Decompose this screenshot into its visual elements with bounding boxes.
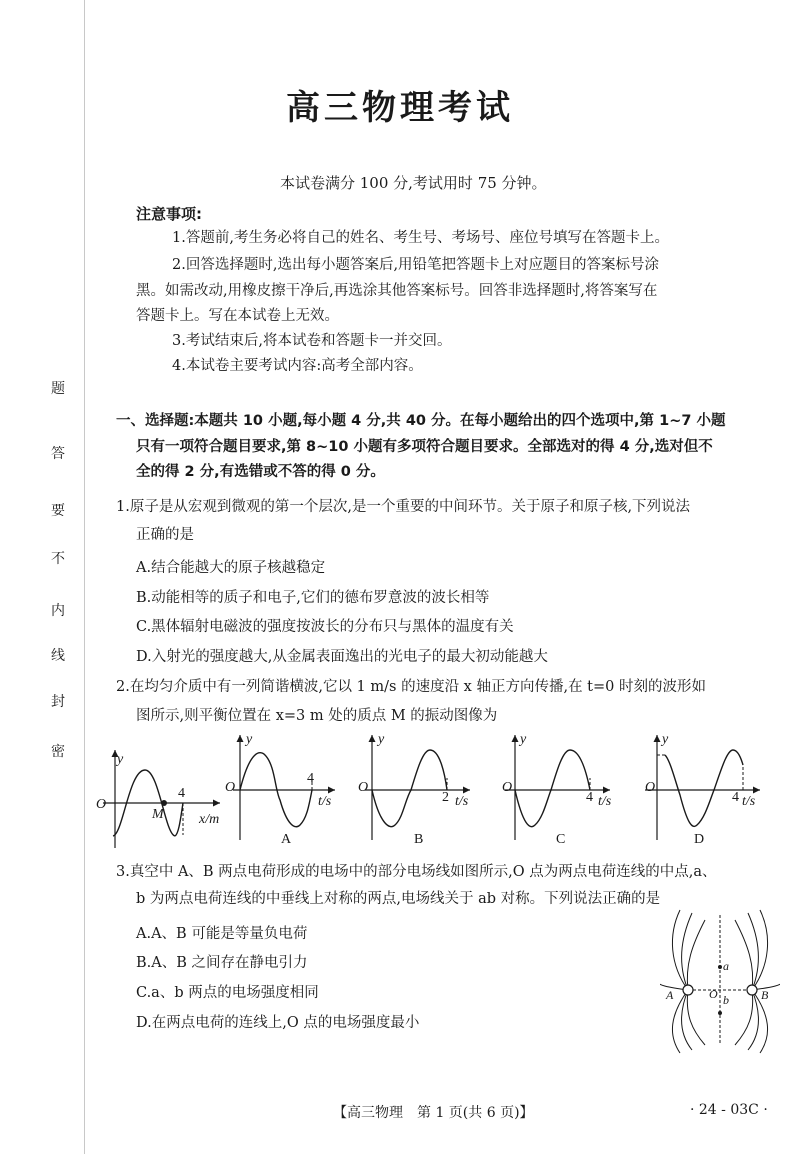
graph-option-b — [365, 735, 470, 840]
notice-line: 答题卡上。写在本试卷上无效。 — [136, 308, 339, 324]
q3-stem: b 为两点电荷连线的中垂线上对称的两点,电场线关于 ab 对称。下列说法正确的是 — [136, 891, 661, 907]
graph-d-tick: 4 — [732, 790, 739, 805]
seal-char: 不 — [51, 551, 65, 567]
q3-option-c: C.a、b 两点的电场强度相同 — [136, 985, 319, 1001]
page-footer: 【高三物理 第 1 页(共 6 页)】 — [333, 1105, 534, 1121]
seal-char: 线 — [51, 648, 65, 664]
graph-c-t-unit: t/s — [598, 794, 612, 809]
notice-line: 4.本试卷主要考试内容:高考全部内容。 — [172, 358, 423, 374]
page-code: · 24 - 03C · — [690, 1102, 768, 1118]
q3-stem: 3.真空中 A、B 两点电荷形成的电场中的部分电场线如图所示,O 点为两点电荷连线的中点,a、 — [116, 864, 717, 880]
graph-a-tick: 4 — [307, 771, 314, 786]
graph-b-t-unit: t/s — [455, 794, 469, 809]
notice-heading: 注意事项: — [136, 205, 202, 223]
graph-c-caption: C — [556, 832, 566, 847]
graph-d-caption: D — [694, 832, 705, 847]
q1-option-a: A.结合能越大的原子核越稳定 — [136, 560, 326, 576]
graph-c-y-label: y — [520, 732, 527, 747]
wave-y-label: y — [117, 752, 124, 767]
graph-option-a — [233, 735, 335, 840]
q3-label-a-charge: A — [666, 988, 674, 1002]
graph-b-y-label: y — [378, 732, 385, 747]
wave-origin-label: O — [96, 797, 107, 812]
wave-x-unit: x/m — [199, 812, 220, 827]
section-heading: 一、选择题:本题共 10 小题,每小题 4 分,共 40 分。在每小题给出的四个选项中,第 1~7 小题 — [116, 413, 726, 429]
notice-line: 2.回答选择题时,选出每小题答案后,用铅笔把答题卡上对应题目的答案标号涂 — [172, 257, 660, 273]
seal-char: 密 — [51, 744, 65, 760]
q3-option-a: A.A、B 可能是等量负电荷 — [136, 926, 308, 942]
q1-option-b: B.动能相等的质子和电子,它们的德布罗意波的波长相等 — [136, 590, 490, 606]
exam-subtitle: 本试卷满分 100 分,考试用时 75 分钟。 — [280, 174, 547, 192]
section-heading: 只有一项符合题目要求,第 8~10 小题有多项符合题目要求。全部选对的得 4 分,选对但不 — [136, 439, 713, 455]
graph-b-tick: 2 — [442, 790, 449, 805]
seal-char: 题 — [51, 381, 65, 397]
graph-a-origin: O — [225, 780, 236, 795]
q3-label-b-point: b — [723, 993, 729, 1007]
q1-option-d: D.入射光的强度越大,从金属表面逸出的光电子的最大初动能越大 — [136, 649, 548, 665]
seal-char: 封 — [51, 694, 65, 710]
wave-m-label: M — [152, 807, 164, 822]
notice-line: 3.考试结束后,将本试卷和答题卡一并交回。 — [172, 333, 452, 349]
graph-b-caption: B — [414, 832, 424, 847]
q3-label-o: O — [709, 987, 718, 1001]
exam-title: 高三物理考试 — [286, 88, 514, 128]
wave-tick-label: 4 — [178, 786, 185, 801]
seal-char: 内 — [51, 603, 65, 619]
graph-d-t-unit: t/s — [742, 794, 756, 809]
q2-stem: 2.在均匀介质中有一列简谐横波,它以 1 m/s 的速度沿 x 轴正方向传播,在 t=0 时刻的波形如 — [116, 679, 706, 695]
q1-stem: 正确的是 — [136, 527, 194, 543]
seal-char: 要 — [51, 503, 65, 519]
graph-b-origin: O — [358, 780, 369, 795]
q1-option-c: C.黑体辐射电磁波的强度按波长的分布只与黑体的温度有关 — [136, 619, 514, 635]
section-heading: 全的得 2 分,有选错或不答的得 0 分。 — [136, 464, 385, 480]
graph-c-tick: 4 — [586, 790, 593, 805]
graph-option-d — [645, 735, 760, 840]
q3-option-d: D.在两点电荷的连线上,O 点的电场强度最小 — [136, 1015, 420, 1031]
notice-line: 黑。如需改动,用橡皮擦干净后,再选涂其他答案标号。回答非选择题时,将答案写在 — [136, 283, 658, 299]
graph-option-c — [505, 735, 610, 840]
q2-stem: 图所示,则平衡位置在 x=3 m 处的质点 M 的振动图像为 — [136, 708, 498, 724]
q3-option-b: B.A、B 之间存在静电引力 — [136, 955, 308, 971]
seal-char: 答 — [51, 446, 65, 462]
graph-d-y-label: y — [662, 732, 669, 747]
q3-field-lines-figure — [660, 905, 780, 1055]
graph-a-y-label: y — [246, 732, 253, 747]
q3-label-b-charge: B — [761, 988, 769, 1002]
q1-stem: 1.原子是从宏观到微观的第一个层次,是一个重要的中间环节。关于原子和原子核,下列说法 — [116, 499, 691, 515]
graph-c-origin: O — [502, 780, 513, 795]
graph-a-caption: A — [281, 832, 292, 847]
graph-d-origin: O — [645, 780, 656, 795]
graph-a-t-unit: t/s — [318, 794, 332, 809]
q3-label-a-point: a — [723, 959, 729, 973]
notice-line: 1.答题前,考生务必将自己的姓名、考生号、考场号、座位号填写在答题卡上。 — [172, 230, 669, 246]
seal-line — [84, 0, 85, 1154]
